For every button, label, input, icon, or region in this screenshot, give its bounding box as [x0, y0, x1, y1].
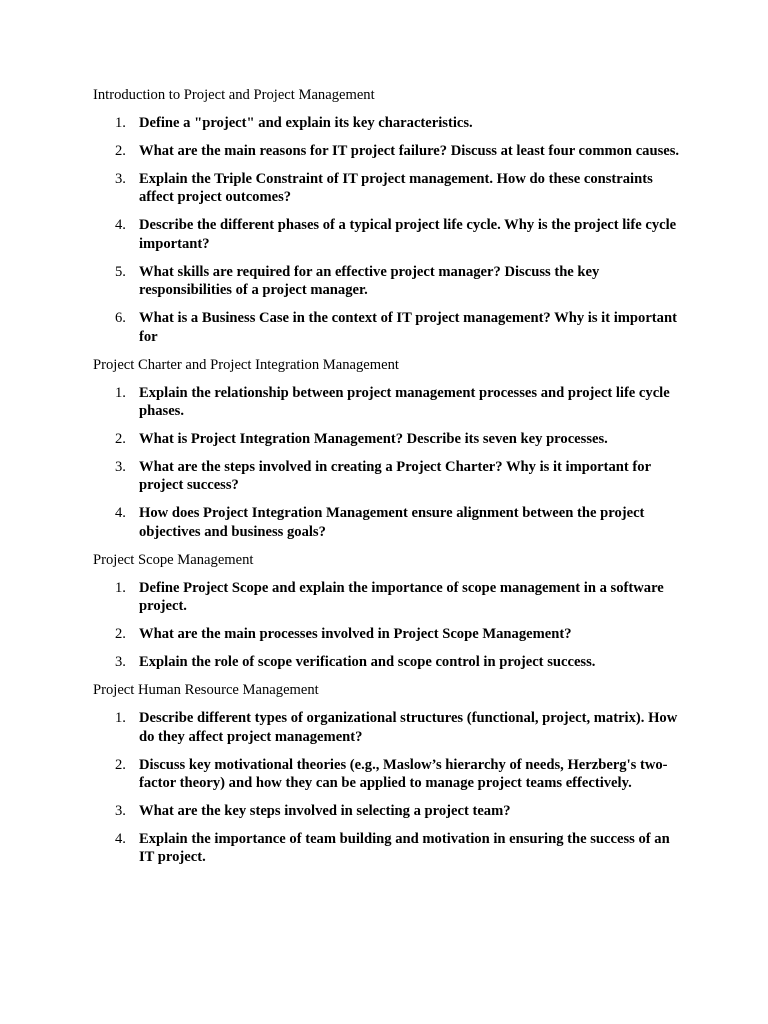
question-item: [93, 756, 683, 793]
question-text: Explain the relationship between project management processes and project life cycle phases.: [139, 384, 670, 420]
question-number: 4.: [115, 831, 126, 848]
question-item: [93, 709, 683, 746]
question-item: [93, 653, 683, 671]
question-item: [93, 504, 683, 541]
question-number: 4.: [115, 217, 126, 234]
question-item: [93, 114, 683, 132]
section-heading: Project Human Resource Management: [93, 682, 319, 699]
section-heading: Project Scope Management: [93, 551, 254, 568]
question-number: 1.: [115, 115, 126, 131]
question-text: Explain the role of scope verification and scope control in project success.: [139, 654, 596, 671]
question-number: 2.: [115, 756, 126, 773]
question-text: What skills are required for an effective project manager? Discuss the key responsibilities of a project manager.: [139, 263, 600, 299]
question-item: [93, 142, 683, 160]
question-number: 1.: [115, 384, 126, 401]
question-text: How does Project Integration Management ensure alignment between the project objectives and business goals?: [139, 505, 645, 540]
question-text: What is a Business Case in the context of IT project management? Why is it important for: [139, 310, 677, 345]
question-number: 4.: [115, 505, 126, 522]
question-text: What are the main processes involved in Project Scope Management?: [139, 626, 572, 643]
question-text: What are the main reasons for IT project failure? Discuss at least four common causes.: [139, 143, 680, 159]
question-item: [93, 802, 683, 820]
question-number: 3.: [115, 654, 126, 671]
question-item: [93, 309, 683, 346]
question-text: What are the key steps involved in selecting a project team?: [139, 803, 511, 820]
question-number: 1.: [115, 710, 126, 727]
question-text: Discuss key motivational theories (e.g., Maslow’s hierarchy of needs, Herzberg's two-factor theory) and how they can be applied to manage project teams effectively.: [139, 756, 668, 792]
question-text: What are the steps involved in creating a Project Charter? Why is it important for project success?: [139, 459, 651, 494]
question-item: [93, 263, 683, 300]
question-number: 2.: [115, 143, 126, 159]
question-item: [93, 830, 683, 867]
question-item: [93, 625, 683, 643]
question-item: [93, 430, 683, 448]
question-item: [93, 458, 683, 495]
question-text: Define a "project" and explain its key characteristics.: [139, 115, 473, 131]
question-number: 2.: [115, 431, 126, 448]
question-list: [93, 709, 683, 867]
question-number: 5.: [115, 263, 126, 280]
section-heading: Introduction to Project and Project Management: [93, 87, 375, 103]
question-number: 6.: [115, 310, 126, 327]
question-number: 3.: [115, 803, 126, 820]
document-content: [93, 86, 683, 876]
question-list: [93, 579, 683, 672]
question-number: 3.: [115, 459, 126, 476]
question-number: 3.: [115, 171, 126, 187]
question-item: [93, 170, 683, 207]
question-text: What is Project Integration Management? Describe its seven key processes.: [139, 431, 608, 448]
question-item: [93, 384, 683, 421]
section-heading: Project Charter and Project Integration Management: [93, 356, 399, 373]
question-item: [93, 216, 683, 253]
question-text: Explain the Triple Constraint of IT project management. How do these constraints affect project outcomes?: [139, 171, 653, 206]
question-text: Describe the different phases of a typical project life cycle. Why is the project life cycle important?: [139, 217, 677, 252]
question-number: 1.: [115, 579, 126, 596]
question-number: 2.: [115, 626, 126, 643]
question-list: [93, 114, 683, 346]
question-item: [93, 579, 683, 616]
question-list: [93, 384, 683, 542]
question-text: Define Project Scope and explain the importance of scope management in a software project.: [139, 579, 664, 615]
question-text: Describe different types of organizational structures (functional, project, matrix). How do they affect project management?: [139, 710, 678, 745]
question-text: Explain the importance of team building and motivation in ensuring the success of an IT project.: [139, 831, 670, 866]
